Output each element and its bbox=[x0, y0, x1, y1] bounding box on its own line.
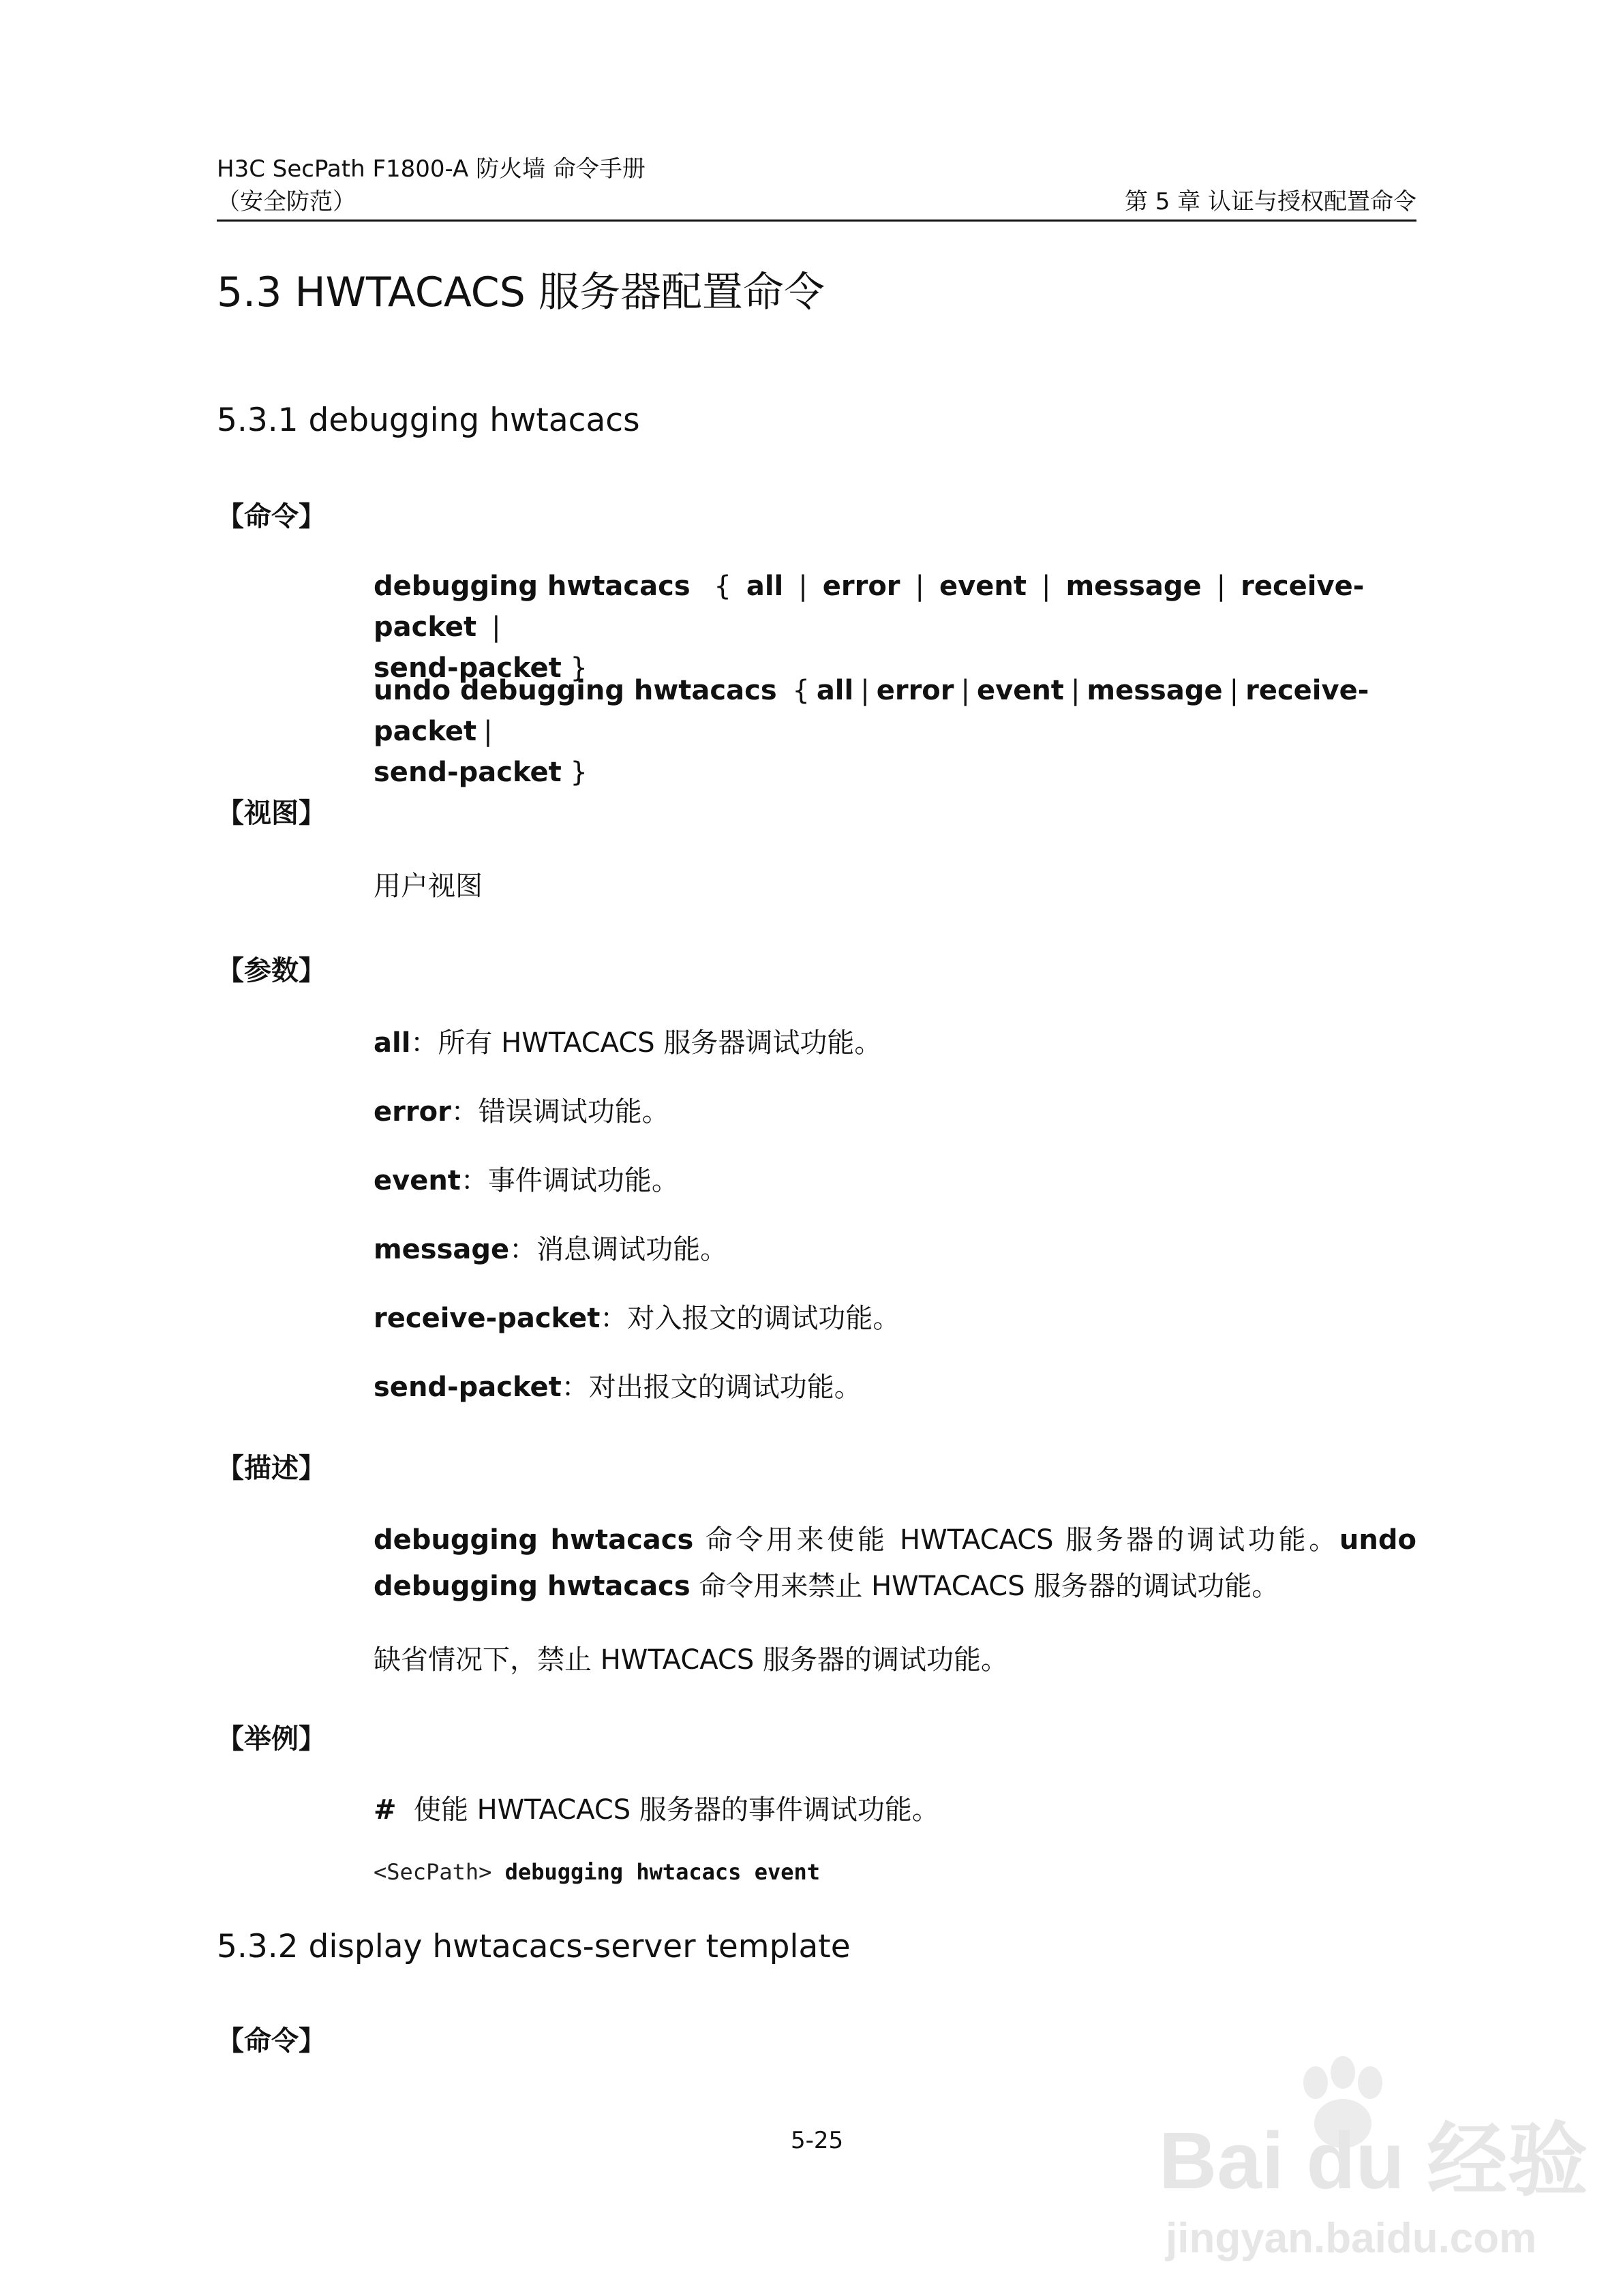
watermark-brand: Bai du 经验 bbox=[1159, 2116, 1588, 2206]
subsection-title-531: 5.3.1 debugging hwtacacs bbox=[217, 402, 640, 439]
opt-error: error bbox=[876, 675, 954, 706]
opt-send-packet: send-packet bbox=[374, 757, 562, 788]
opt-receive-packet: receive-packet bbox=[374, 675, 1369, 747]
param-item bbox=[374, 1160, 679, 1201]
pipe: | bbox=[960, 675, 970, 706]
example-comment bbox=[374, 1789, 939, 1830]
cmd-keyword: debugging hwtacacs bbox=[374, 571, 691, 602]
example-comment-text: 使能 HWTACACS 服务器的事件调试功能。 bbox=[413, 1794, 939, 1826]
pipe: | bbox=[491, 611, 501, 643]
command-label-532: 【命令】 bbox=[217, 2025, 326, 2057]
pipe: | bbox=[1070, 675, 1080, 706]
example-label: 【举例】 bbox=[217, 1723, 326, 1755]
brace-open: { bbox=[714, 571, 731, 602]
param-item bbox=[374, 1298, 900, 1339]
pipe: | bbox=[798, 571, 808, 602]
param-name: event bbox=[374, 1165, 461, 1196]
hash-mark: # bbox=[374, 1794, 397, 1826]
cli-command: debugging hwtacacs event bbox=[504, 1859, 821, 1885]
opt-send-packet: send-packet bbox=[374, 652, 562, 684]
example-code bbox=[374, 1857, 820, 1887]
param-desc: ：对出报文的调试功能。 bbox=[561, 1372, 862, 1403]
param-item bbox=[374, 1229, 727, 1270]
brace-close: } bbox=[570, 652, 588, 684]
param-desc: ：错误调试功能。 bbox=[451, 1096, 669, 1128]
opt-message: message bbox=[1065, 571, 1202, 602]
param-desc: ：对入报文的调试功能。 bbox=[600, 1303, 900, 1334]
header-rule bbox=[217, 220, 1416, 222]
header-title: H3C SecPath F1800-A 防火墙 命令手册 bbox=[217, 155, 646, 183]
param-desc: ：消息调试功能。 bbox=[509, 1234, 728, 1265]
param-name: message bbox=[374, 1234, 510, 1265]
param-name: error bbox=[374, 1096, 451, 1128]
subsection-title-532: 5.3.2 display hwtacacs-server template bbox=[217, 1928, 851, 1965]
header-chapter: 第 5 章 认证与授权配置命令 bbox=[1124, 188, 1416, 215]
opt-all: all bbox=[746, 571, 784, 602]
pipe: | bbox=[860, 675, 870, 706]
default-text: 缺省情况下，禁止 HWTACACS 服务器的调试功能。 bbox=[374, 1644, 1008, 1676]
opt-error: error bbox=[822, 571, 900, 602]
pipe: | bbox=[1216, 571, 1226, 602]
pipe: | bbox=[915, 571, 925, 602]
opt-event: event bbox=[939, 571, 1027, 602]
param-item bbox=[374, 1023, 881, 1063]
command-label: 【命令】 bbox=[217, 501, 326, 532]
param-name: receive-packet bbox=[374, 1303, 601, 1334]
view-label: 【视图】 bbox=[217, 798, 326, 829]
param-label: 【参数】 bbox=[217, 955, 326, 986]
brace-close: } bbox=[570, 757, 588, 788]
watermark-url: jingyan.baidu.com bbox=[1166, 2215, 1537, 2262]
param-desc: ：事件调试功能。 bbox=[460, 1165, 679, 1196]
desc-text: 命令用来使能 HWTACACS 服务器的调试功能。 bbox=[693, 1524, 1339, 1556]
opt-event: event bbox=[977, 675, 1064, 706]
opt-receive-packet: receive-packet bbox=[374, 571, 1365, 643]
opt-all: all bbox=[816, 675, 854, 706]
param-desc: ：所有 HWTACACS 服务器调试功能。 bbox=[410, 1027, 882, 1059]
watermark-logo bbox=[1159, 2052, 1588, 2270]
page-number: 5-25 bbox=[791, 2127, 844, 2154]
desc-keyword: debugging hwtacacs bbox=[374, 1524, 694, 1556]
pipe: | bbox=[1229, 675, 1239, 706]
description-text bbox=[374, 1517, 1416, 1610]
cli-prompt: <SecPath> bbox=[374, 1859, 492, 1885]
brace-open: { bbox=[792, 675, 810, 706]
desc-keyword-undo: undo debugging hwtacacs bbox=[374, 1524, 1416, 1602]
param-item bbox=[374, 1367, 862, 1408]
view-text: 用户视图 bbox=[374, 871, 483, 902]
param-name: send-packet bbox=[374, 1372, 562, 1403]
opt-message: message bbox=[1087, 675, 1223, 706]
section-title: 5.3 HWTACACS 服务器配置命令 bbox=[217, 269, 825, 316]
param-name: all bbox=[374, 1027, 411, 1059]
param-item bbox=[374, 1091, 669, 1132]
pipe: | bbox=[483, 716, 493, 747]
description-label: 【描述】 bbox=[217, 1453, 326, 1484]
cmd-keyword-undo: undo debugging hwtacacs bbox=[374, 675, 777, 706]
command-syntax-undo bbox=[374, 670, 1416, 793]
desc-text: 命令用来禁止 HWTACACS 服务器的调试功能。 bbox=[690, 1571, 1279, 1602]
pipe: | bbox=[1041, 571, 1051, 602]
header-subtitle: （安全防范） bbox=[217, 188, 356, 215]
